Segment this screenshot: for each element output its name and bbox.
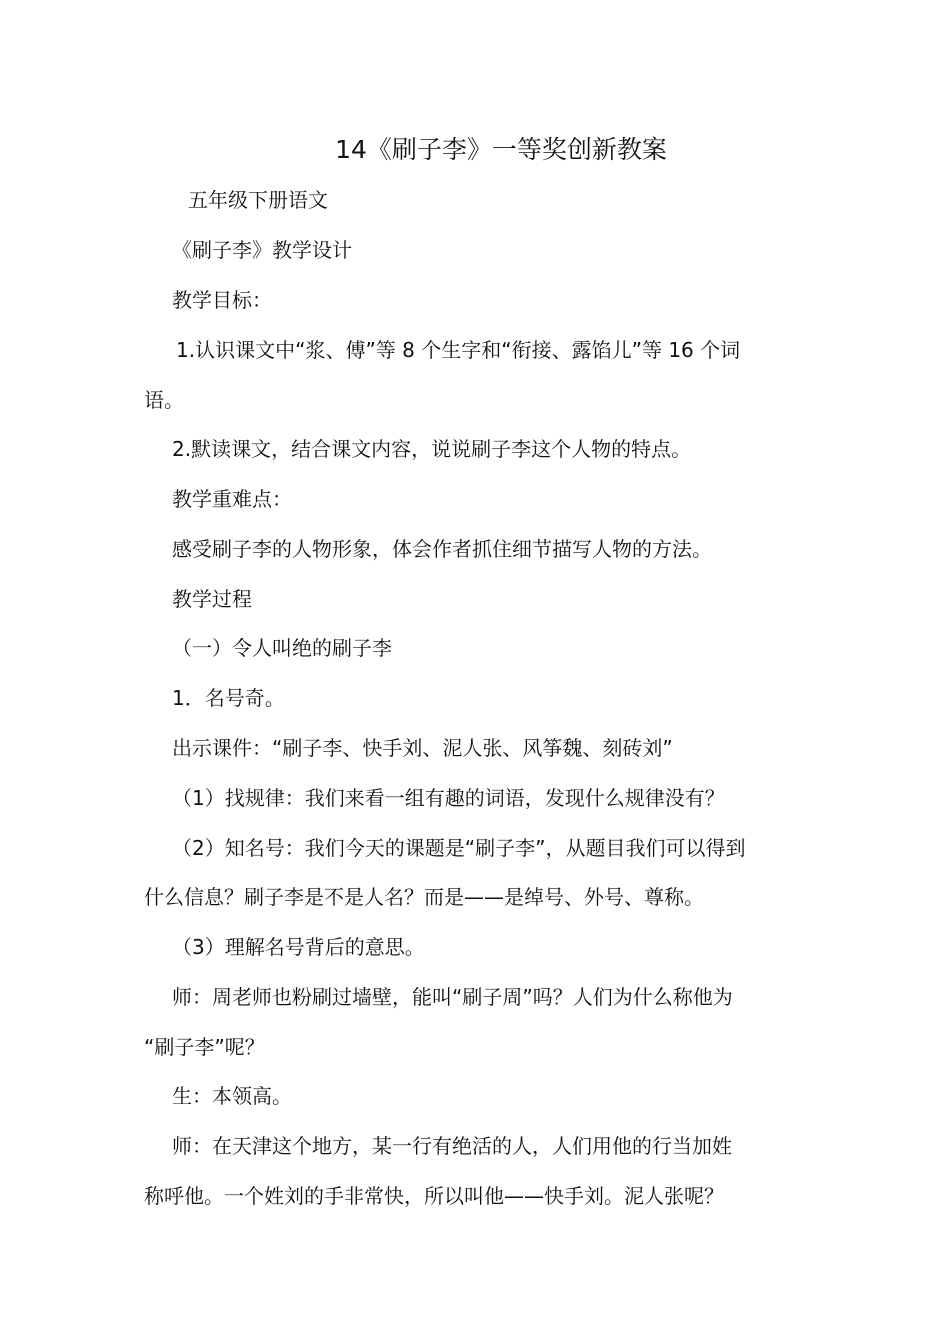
text-line: 感受刷子李的人物形象，体会作者抓住细节描写人物的方法。	[172, 537, 712, 561]
text-line: （1）找规律：我们来看一组有趣的词语，发现什么规律没有？	[172, 786, 725, 810]
text-line: 师：周老师也粉刷过墙壁，能叫“刷子周”吗？人们为什么称他为	[172, 985, 733, 1009]
text-line: （3）理解名号背后的意思。	[172, 935, 425, 959]
text-line: 教学目标：	[172, 288, 272, 312]
document-title: 14《刷子李》一等奖创新教案	[335, 135, 667, 164]
text-line: 出示课件：“刷子李、快手刘、泥人张、风筝魏、刻砖刘”	[172, 736, 673, 760]
text-line: 1．名号奇。	[172, 686, 285, 710]
text-line: （一）令人叫绝的刷子李	[172, 636, 392, 660]
text-line: 教学重难点：	[172, 487, 292, 511]
text-line: （2）知名号：我们今天的课题是“刷子李”，从题目我们可以得到	[172, 836, 746, 860]
text-line: “刷子李”呢？	[144, 1035, 265, 1059]
text-line: 师：在天津这个地方，某一行有绝活的人，人们用他的行当加姓	[172, 1134, 732, 1158]
text-line: 2.默读课文，结合课文内容，说说刷子李这个人物的特点。	[172, 437, 692, 461]
text-line: 五年级下册语文	[188, 188, 328, 212]
text-line: 教学过程	[172, 587, 252, 611]
text-line: 生：本领高。	[172, 1084, 292, 1108]
text-line: 1.认识课文中“浆、傅”等 8 个生字和“衔接、露馅儿”等 16 个词	[176, 338, 741, 362]
text-line: 称呼他。一个姓刘的手非常快，所以叫他——快手刘。泥人张呢？	[144, 1184, 724, 1208]
text-line: 《刷子李》教学设计	[172, 238, 352, 262]
text-line: 语。	[144, 388, 184, 412]
text-line: 什么信息？刷子李是不是人名？而是——是绰号、外号、尊称。	[144, 885, 704, 909]
